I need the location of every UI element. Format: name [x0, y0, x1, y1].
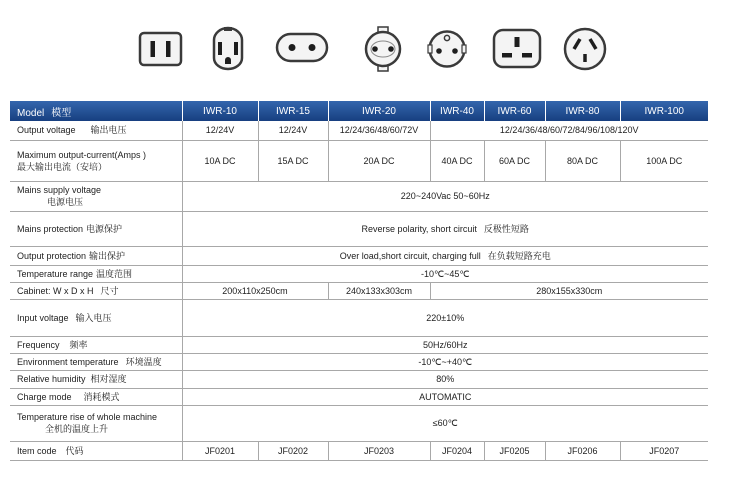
- spec-row-relative-humidity: [10, 370, 708, 388]
- row-label: [10, 282, 182, 299]
- us-grounded-socket-icon: [214, 27, 242, 69]
- label-zh: 电源保护: [86, 223, 123, 234]
- label-en: Output protection: [17, 250, 87, 261]
- plug-icons-row: [0, 0, 730, 95]
- model-header-cell: IWR-100: [620, 101, 708, 121]
- value-cell: 20A DC: [328, 140, 430, 181]
- spec-row-environment-temperature: [10, 353, 708, 370]
- row-label: [10, 370, 182, 388]
- spec-row-item-code: [10, 441, 708, 460]
- value-cell: JF0205: [484, 441, 545, 460]
- schuko-socket-icon: [366, 27, 400, 71]
- label-en: Relative humidity: [17, 374, 86, 384]
- label-zh: 温度范围: [96, 268, 133, 279]
- row-label: [10, 353, 182, 370]
- value-cell: 12/24V: [182, 121, 258, 140]
- model-header-cell: IWR-80: [545, 101, 620, 121]
- label-en: Temperature range: [17, 268, 94, 279]
- euro-two-pin-socket-icon: [277, 34, 327, 61]
- label-en: Mains supply voltage: [17, 185, 102, 195]
- row-label: [10, 140, 182, 181]
- french-socket-icon: [428, 32, 466, 67]
- value-cell: JF0202: [258, 441, 328, 460]
- value-cell: 40A DC: [430, 140, 484, 181]
- label-zh: 代码: [65, 445, 84, 456]
- row-label: [10, 265, 182, 282]
- label-zh: 消耗模式: [83, 391, 120, 402]
- value-cell: -10℃~+40℃: [182, 353, 708, 370]
- model-header-cell: IWR-15: [258, 101, 328, 121]
- row-label: [10, 405, 182, 441]
- spec-row-temperature-rise: [10, 405, 708, 441]
- value-cell: JF0204: [430, 441, 484, 460]
- value-cell: 80A DC: [545, 140, 620, 181]
- spec-row-charge-mode: [10, 388, 708, 405]
- row-label: [10, 388, 182, 405]
- value-cell: 10A DC: [182, 140, 258, 181]
- value-cell: 50Hz/60Hz: [182, 336, 708, 353]
- us-two-slot-socket-icon: [140, 33, 181, 65]
- label-zh: 输出电压: [90, 125, 127, 136]
- row-label: [10, 246, 182, 265]
- value-cell: JF0206: [545, 441, 620, 460]
- model-header: [10, 101, 182, 121]
- label-zh: 全机的温度上升: [45, 424, 109, 434]
- label-en: Frequency: [17, 339, 60, 350]
- label-zh: 输入电压: [75, 312, 112, 323]
- spec-row-output-protection: [10, 246, 708, 265]
- value-cell: AUTOMATIC: [182, 388, 708, 405]
- label-en: Cabinet: W x D x H: [17, 285, 94, 296]
- model-header-cell: IWR-20: [328, 101, 430, 121]
- value-cell: [182, 211, 708, 246]
- value-cell: 220~240Vac 50~60Hz: [182, 181, 708, 211]
- row-label: [10, 181, 182, 211]
- value-cell: 12/24/36/48/60/72/84/96/108/120V: [430, 121, 708, 140]
- row-label: [10, 299, 182, 336]
- uk-socket-icon: [494, 30, 540, 67]
- label-en: Charge mode: [17, 391, 72, 402]
- value-en: Reverse polarity, short circuit: [361, 223, 477, 234]
- value-cell: JF0201: [182, 441, 258, 460]
- value-zh: 反极性短路: [483, 223, 529, 234]
- label-zh: 输出保护: [89, 250, 126, 261]
- spec-table: [10, 101, 708, 461]
- model-header-cell: IWR-60: [484, 101, 545, 121]
- model-label: Model: [17, 107, 45, 119]
- spec-row-max-output-current: [10, 140, 708, 181]
- value-cell: 100A DC: [620, 140, 708, 181]
- spec-row-frequency: [10, 336, 708, 353]
- label-en: Temperature rise of whole machine: [17, 412, 158, 422]
- value-zh: 在负载短路充电: [487, 250, 551, 261]
- label-zh: 电源电压: [47, 197, 84, 207]
- row-label: [10, 441, 182, 460]
- value-cell: JF0207: [620, 441, 708, 460]
- model-label-zh: 模型: [51, 107, 72, 119]
- value-cell: JF0203: [328, 441, 430, 460]
- label-zh: 最大输出电流（安培）: [17, 161, 108, 172]
- value-cell: 240x133x303cm: [328, 282, 430, 299]
- label-en: Maximum output-current(Amps ): [17, 149, 147, 160]
- spec-row-cabinet: [10, 282, 708, 299]
- value-cell: [182, 246, 708, 265]
- value-cell: 15A DC: [258, 140, 328, 181]
- model-header-cell: IWR-40: [430, 101, 484, 121]
- label-zh: 尺寸: [100, 285, 119, 296]
- value-cell: 200x110x250cm: [182, 282, 328, 299]
- value-en: Over load,short circuit, charging full: [339, 250, 481, 261]
- spec-row-output-voltage: [10, 121, 708, 140]
- value-cell: 12/24/36/48/60/72V: [328, 121, 430, 140]
- label-en: Environment temperature: [17, 356, 119, 367]
- value-cell: ≤60℃: [182, 405, 708, 441]
- label-en: Output voltage: [17, 125, 76, 136]
- row-label: [10, 211, 182, 246]
- value-cell: 80%: [182, 370, 708, 388]
- label-zh: 相对湿度: [90, 374, 127, 384]
- label-zh: 环境温度: [125, 356, 162, 367]
- row-label: [10, 121, 182, 140]
- spec-row-mains-protection: [10, 211, 708, 246]
- value-cell: 280x155x330cm: [430, 282, 708, 299]
- value-cell: 220±10%: [182, 299, 708, 336]
- label-en: Mains protection: [17, 223, 84, 234]
- spec-row-mains-supply-voltage: [10, 181, 708, 211]
- label-en: Item code: [17, 445, 57, 456]
- label-zh: 频率: [69, 339, 88, 350]
- value-cell: 12/24V: [258, 121, 328, 140]
- spec-header-row: [10, 101, 708, 121]
- label-en: Input voltage: [17, 312, 69, 323]
- value-cell: -10℃~45℃: [182, 265, 708, 282]
- australian-socket-icon: [565, 29, 605, 69]
- row-label: [10, 336, 182, 353]
- model-header-cell: IWR-10: [182, 101, 258, 121]
- value-cell: 60A DC: [484, 140, 545, 181]
- spec-row-temperature-range: [10, 265, 708, 282]
- spec-row-input-voltage: [10, 299, 708, 336]
